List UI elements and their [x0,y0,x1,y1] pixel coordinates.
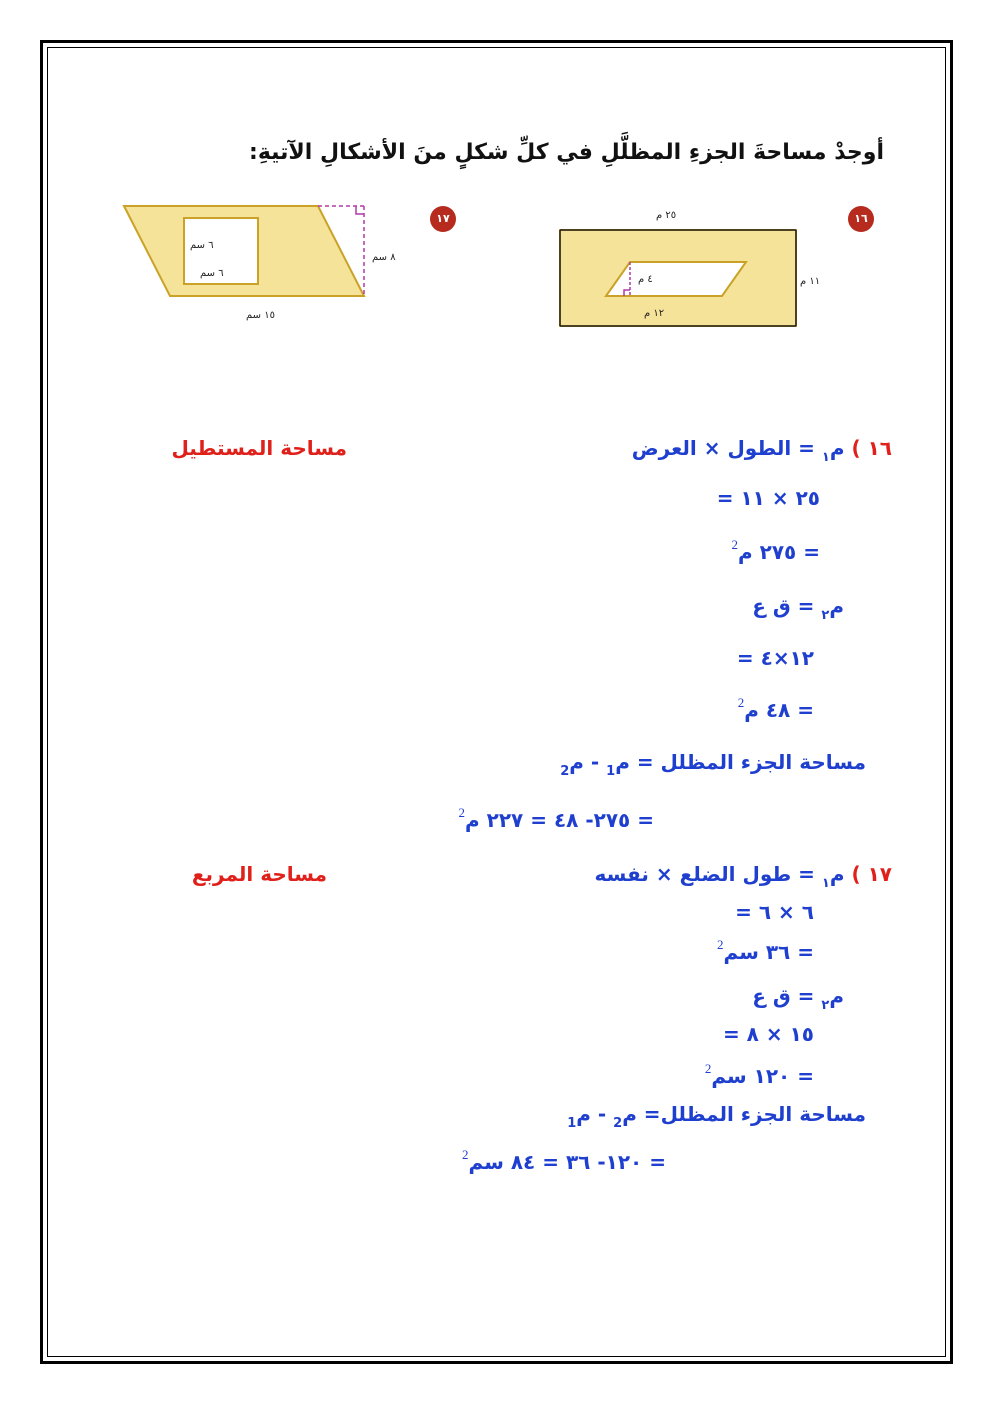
sol16-line7: مساحة الجزء المظلل = م$_1$ - م$_2$ [560,750,866,779]
fig17-height-label: ٨ سم [372,252,396,263]
figure-16 [540,200,900,340]
sol16-line8: = ٢٧٥- ٤٨ = ٢٢٧ م$^2$ [458,805,654,832]
fig16-right-label: ١١ م [800,276,821,287]
sol16-line5: = ١٢×٤ [736,646,814,670]
sol16-line2: = ٢٥ × ١١ [716,486,820,510]
figure-17 [118,196,378,306]
fig16-top-label: ٢٥ م [656,210,677,221]
sol17-line4: م$_٢$ = ق ع [752,984,844,1013]
inner-parallelogram [606,262,746,296]
sol16-line6: = ٤٨ م$^2$ [737,695,814,722]
sol16-note: مساحة المستطيل [171,436,347,460]
fig16-base-label: ١٢ م [644,308,665,319]
fig17-square-side-2: ٦ سم [200,268,224,279]
badge-17: ١٧ [430,206,456,232]
instruction-heading: أوجدْ مساحةَ الجزءِ المظلَّلِ في كلِّ شكلٍ منَ الأشكالِ الآتيةِ: [249,140,884,165]
sol17-line3: = ٣٦ سم$^2$ [717,937,814,964]
sol17-note: مساحة المربع [191,862,327,886]
sol17-line6: = ١٢٠ سم$^2$ [704,1061,814,1088]
sol16-line1: ١٦ ) م$_١$ = الطول × العرض [631,436,892,465]
sol17-line7: مساحة الجزء المظلل= م$_2$ - م$_1$ [567,1102,866,1131]
badge-16: ١٦ [848,206,874,232]
fig16-height-label: ٤ م [638,274,653,285]
sol17-line5: = ١٥ × ٨ [722,1022,814,1046]
sol17-line1: ١٧ ) م$_١$ = طول الضلع × نفسه [594,862,892,891]
sol16-line3: = ٢٧٥ م$^2$ [731,537,820,564]
fig17-square-side-1: ٦ سم [190,240,214,251]
fig17-base-label: ١٥ سم [246,310,275,321]
sol17-line2: = ٦ × ٦ [735,900,814,924]
sol16-line4: م$_٢$ = ق ع [752,594,844,623]
sol17-line8: = ١٢٠- ٣٦ = ٨٤ سم$^2$ [462,1147,666,1174]
